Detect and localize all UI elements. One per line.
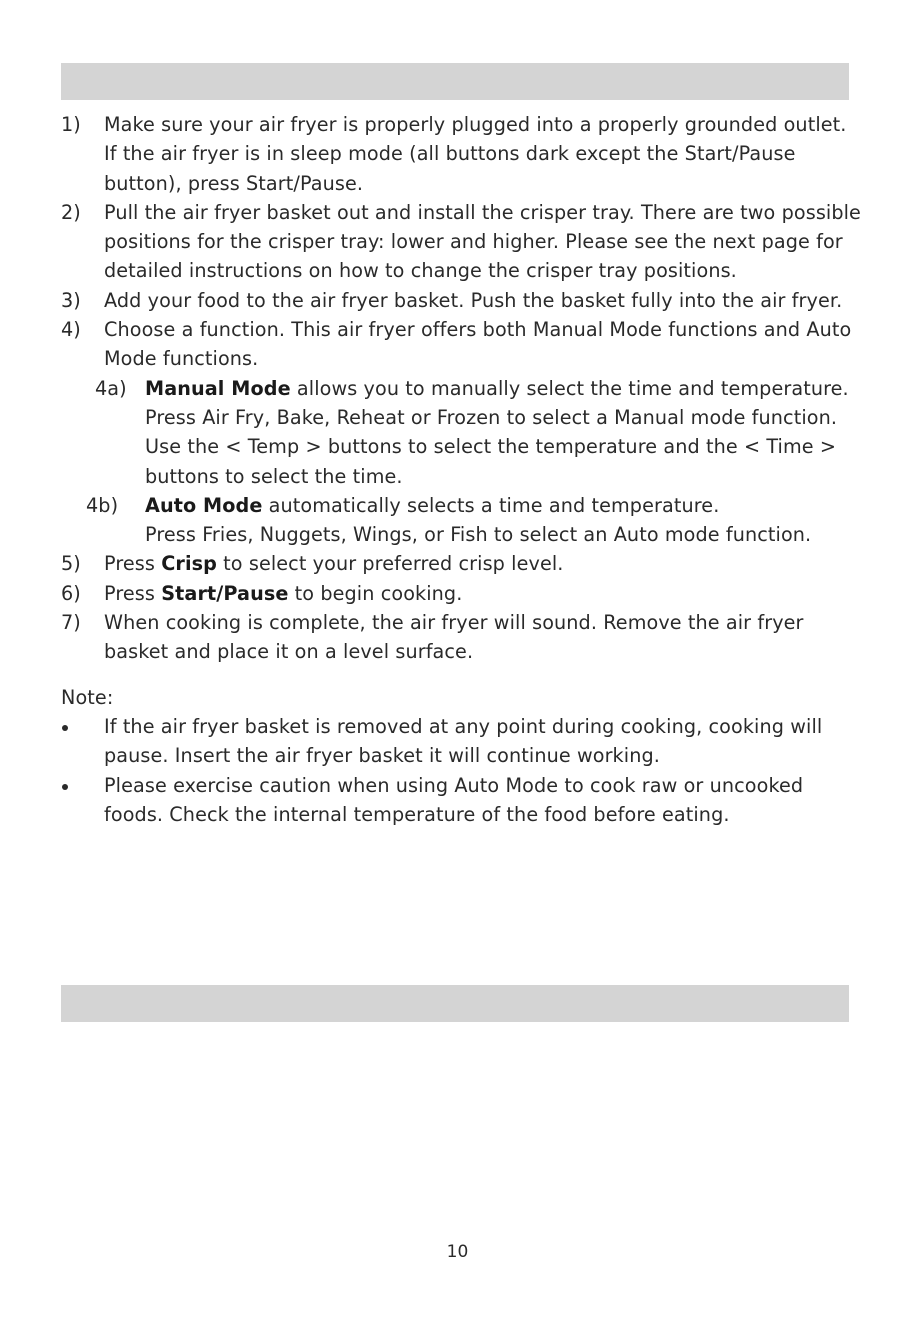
step-item bbox=[61, 286, 861, 315]
section-footer-bar bbox=[61, 985, 849, 1022]
bullet-icon bbox=[62, 725, 68, 731]
step-text-pre: Press bbox=[104, 581, 162, 605]
step-text: Make sure your air fryer is properly plugged into a properly grounded outlet. If the air fryer is in sleep mode (all buttons dark except the Start/Pause button), press Start/Pause. bbox=[104, 113, 847, 195]
bullet-icon bbox=[62, 784, 68, 790]
manual-mode-title: Manual Mode bbox=[145, 376, 291, 400]
start-pause-label: Start/Pause bbox=[161, 581, 289, 605]
step-item bbox=[61, 579, 861, 608]
step-number: 5) bbox=[61, 552, 81, 576]
note-heading: Note: bbox=[61, 685, 114, 709]
step-number: 4) bbox=[61, 318, 81, 342]
section-header-bar bbox=[61, 63, 849, 100]
manual-mode-detail: Press Air Fry, Bake, Reheat or Frozen to select a Manual mode function. Use the < Temp > buttons to select the temperature and the < Time > buttons to select the time. bbox=[145, 405, 838, 488]
step-number: 1) bbox=[61, 113, 81, 136]
note-bullet bbox=[61, 712, 861, 771]
step-text: Choose a function. This air fryer offers both Manual Mode functions and Auto Mode functions. bbox=[104, 318, 852, 371]
step-text-pre: Press bbox=[104, 552, 162, 576]
instructions-content bbox=[61, 110, 861, 829]
auto-mode-detail: Press Fries, Nuggets, Wings, or Fish to select an Auto mode function. bbox=[145, 523, 812, 547]
auto-mode-item bbox=[61, 491, 861, 520]
substep-label: 4b) bbox=[86, 493, 119, 517]
step-item bbox=[61, 315, 861, 374]
substep-label: 4a) bbox=[95, 376, 127, 400]
step-item bbox=[61, 198, 861, 286]
step-text-post: to select your preferred crisp level. bbox=[216, 552, 564, 576]
step-number: 3) bbox=[61, 288, 81, 312]
auto-mode-title: Auto Mode bbox=[145, 493, 263, 517]
step-number: 6) bbox=[61, 581, 81, 605]
page-number: 10 bbox=[446, 1242, 469, 1262]
step-number: 7) bbox=[61, 611, 81, 635]
crisp-label: Crisp bbox=[161, 552, 217, 576]
step-text: Add your food to the air fryer basket. Push the basket fully into the air fryer. bbox=[104, 288, 843, 312]
manual-mode-item bbox=[61, 374, 861, 403]
note-bullet bbox=[61, 771, 861, 830]
step-item bbox=[61, 608, 861, 667]
manual-mode-text: allows you to manually select the time and temperature. bbox=[290, 376, 849, 400]
step-item bbox=[61, 549, 861, 578]
auto-mode-text: automatically selects a time and temperature. bbox=[262, 493, 720, 517]
step-text: When cooking is complete, the air fryer will sound. Remove the air fryer basket and place it on a level surface. bbox=[104, 611, 804, 664]
step-item bbox=[61, 110, 861, 198]
note-text: If the air fryer basket is removed at any point during cooking, cooking will pause. Insert the air fryer basket it will continue working. bbox=[104, 714, 823, 768]
step-text: Pull the air fryer basket out and install the crisper tray. There are two possible positions for the crisper tray: lower and higher. Please see the next page for detailed instructions on how to change the crisper tray positions. bbox=[104, 200, 861, 283]
note-text: Please exercise caution when using Auto Mode to cook raw or uncooked foods. Check the internal temperature of the food before eating. bbox=[104, 773, 804, 826]
step-number: 2) bbox=[61, 200, 81, 224]
step-text-post: to begin cooking. bbox=[288, 581, 463, 605]
